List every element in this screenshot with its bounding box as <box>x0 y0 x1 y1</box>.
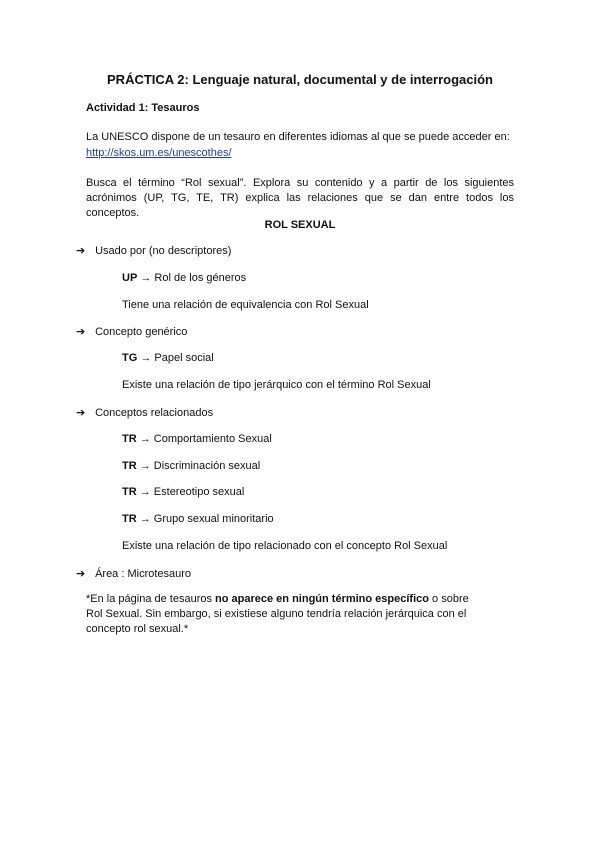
arrow-bullet-icon: ➔ <box>76 407 86 419</box>
related-term: Rol de los géneros <box>154 272 247 284</box>
related-term: Comportamiento Sexual <box>153 433 272 445</box>
activity-heading: Actividad 1: Tesauros <box>86 102 200 114</box>
bullet-used-for <box>76 244 231 257</box>
footnote-bold: no aparece en ningún término específico <box>215 593 429 605</box>
tr-entry <box>122 433 272 445</box>
tr-entry <box>122 460 260 472</box>
arrow-bullet-icon: ➔ <box>76 568 86 580</box>
tr-entry <box>122 513 274 525</box>
relation-arrow: → <box>140 272 152 284</box>
relation-code: TR <box>122 513 137 525</box>
up-note: Tiene una relación de equivalencia con Rol Sexual <box>122 299 369 311</box>
bullet-generic-concept <box>76 325 187 338</box>
related-term: Grupo sexual minoritario <box>153 513 274 525</box>
relation-arrow: → <box>139 433 151 445</box>
bullet-label: Conceptos relacionados <box>95 407 214 419</box>
relation-arrow: → <box>139 513 151 525</box>
relation-code: TR <box>122 433 137 445</box>
bullet-area <box>76 567 191 580</box>
related-term: Estereotipo sexual <box>153 486 245 498</box>
intro-text: La UNESCO dispone de un tesauro en diferentes idiomas al que se puede acceder en: <box>86 131 510 143</box>
footnote-part1: *En la página de tesauros <box>86 593 216 605</box>
bullet-related-concepts <box>76 406 213 419</box>
footnote <box>86 592 486 637</box>
related-term: Discriminación sexual <box>153 460 261 472</box>
tg-entry <box>122 352 214 364</box>
footnote-part2: o sobre Rol Sexual. Sin embargo, si existiese alguno tendría relación jerárquica con el concepto rol sexual.* <box>86 593 469 635</box>
relation-arrow: → <box>140 352 152 364</box>
bullet-label: Usado por (no descriptores) <box>95 245 232 257</box>
term-heading: ROL SEXUAL <box>264 219 336 231</box>
relation-code: TR <box>122 460 137 472</box>
arrow-bullet-icon: ➔ <box>76 326 86 338</box>
relation-code: TG <box>122 352 138 364</box>
tg-note: Existe una relación de tipo jerárquico con el término Rol Sexual <box>122 379 431 391</box>
tr-entry <box>122 486 244 498</box>
up-entry <box>122 272 246 284</box>
relation-code: TR <box>122 486 137 498</box>
instructions-paragraph: Busca el término “Rol sexual”. Explora su contenido y a partir de los siguientes acrónimos (UP, TG, TE, TR) explica las relaciones que se dan entre todos los conceptos. <box>86 177 514 219</box>
bullet-label: Área : Microtesauro <box>95 568 192 580</box>
arrow-bullet-icon: ➔ <box>76 245 86 257</box>
page-title: PRÁCTICA 2: Lenguaje natural, documental y de interrogación <box>107 72 493 87</box>
relation-arrow: → <box>139 460 151 472</box>
related-term: Papel social <box>154 352 214 364</box>
tr-note: Existe una relación de tipo relacionado con el concepto Rol Sexual <box>122 540 448 552</box>
relation-code: UP <box>122 272 138 284</box>
relation-arrow: → <box>139 486 151 498</box>
unesco-link[interactable]: http://skos.um.es/unescothes/ <box>86 147 232 159</box>
bullet-label: Concepto genérico <box>95 326 188 338</box>
